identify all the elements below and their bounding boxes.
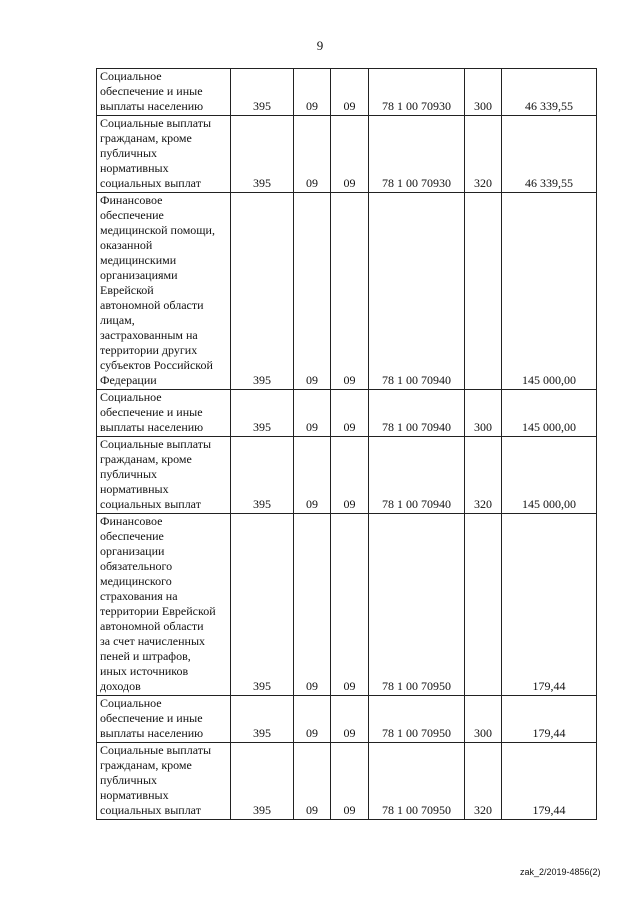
item-name-cell <box>97 116 231 193</box>
item-name-line: пеней и штрафов, <box>100 649 191 663</box>
ministry-code-cell: 395 <box>231 390 294 437</box>
item-name-cell <box>97 437 231 514</box>
section-code-cell: 09 <box>294 116 331 193</box>
budget-table <box>96 68 597 820</box>
item-name-line: медицинскими <box>100 253 177 267</box>
target-article-cell: 78 1 00 70950 <box>369 743 465 820</box>
table-row <box>97 69 597 116</box>
expense-type-cell: 300 <box>465 696 502 743</box>
item-name-line: лицам, <box>100 313 135 327</box>
subsection-code-cell: 09 <box>331 69 369 116</box>
ministry-code-cell: 395 <box>231 69 294 116</box>
item-name-line: территории Еврейской <box>100 604 216 618</box>
item-name-line: публичных <box>100 773 157 787</box>
item-name-line: обеспечение <box>100 529 164 543</box>
section-code-cell: 09 <box>294 696 331 743</box>
section-code-cell: 09 <box>294 193 331 390</box>
item-name-line: гражданам, кроме <box>100 131 192 145</box>
item-name-line: страхования на <box>100 589 178 603</box>
target-article-cell: 78 1 00 70940 <box>369 193 465 390</box>
expense-type-cell: 300 <box>465 69 502 116</box>
expense-type-cell: 320 <box>465 116 502 193</box>
item-name-line: публичных <box>100 146 157 160</box>
ministry-code-cell: 395 <box>231 437 294 514</box>
target-article-cell: 78 1 00 70940 <box>369 437 465 514</box>
item-name-line: Социальные выплаты <box>100 116 212 130</box>
item-name-line: организациями <box>100 268 178 282</box>
item-name-line: Финансовое <box>100 514 163 528</box>
page-number: 9 <box>316 38 324 53</box>
item-name-line: выплаты населению <box>100 99 204 113</box>
item-name-line: Социальное <box>100 390 162 404</box>
table-row <box>97 437 597 514</box>
item-name-line: гражданам, кроме <box>100 758 192 772</box>
target-article-cell: 78 1 00 70930 <box>369 69 465 116</box>
item-name-line: за счет начисленных <box>100 634 206 648</box>
item-name-line: обеспечение и иные <box>100 711 203 725</box>
amount-cell: 179,44 <box>502 743 597 820</box>
item-name-line: социальных выплат <box>100 803 201 817</box>
item-name-line: нормативных <box>100 482 169 496</box>
item-name-line: субъектов Российской <box>100 358 213 372</box>
item-name-line: выплаты населению <box>100 726 204 740</box>
item-name-line: Еврейской <box>100 283 154 297</box>
amount-cell: 145 000,00 <box>502 390 597 437</box>
section-code-cell: 09 <box>294 514 331 696</box>
item-name-line: нормативных <box>100 788 169 802</box>
item-name-line: иных источников <box>100 664 189 678</box>
expense-type-cell <box>465 193 502 390</box>
item-name-line: автономной области <box>100 619 204 633</box>
subsection-code-cell: 09 <box>331 116 369 193</box>
item-name-line: обеспечение и иные <box>100 405 203 419</box>
item-name-line: Социальные выплаты <box>100 437 212 451</box>
table-row <box>97 514 597 696</box>
item-name-line: медицинского <box>100 574 172 588</box>
item-name-line: автономной области <box>100 298 204 312</box>
item-name-line: социальных выплат <box>100 176 201 190</box>
target-article-cell: 78 1 00 70930 <box>369 116 465 193</box>
item-name-line: обеспечение и иные <box>100 84 203 98</box>
section-code-cell: 09 <box>294 390 331 437</box>
amount-cell: 46 339,55 <box>502 116 597 193</box>
item-name-cell <box>97 69 231 116</box>
item-name-line: публичных <box>100 467 157 481</box>
ministry-code-cell: 395 <box>231 696 294 743</box>
item-name-line: Федерации <box>100 373 157 387</box>
amount-cell: 179,44 <box>502 696 597 743</box>
item-name-line: обеспечение <box>100 208 164 222</box>
ministry-code-cell: 395 <box>231 116 294 193</box>
target-article-cell: 78 1 00 70950 <box>369 696 465 743</box>
item-name-line: организации <box>100 544 165 558</box>
item-name-line: Социальные выплаты <box>100 743 212 757</box>
item-name-line: обязательного <box>100 559 173 573</box>
item-name-cell <box>97 514 231 696</box>
subsection-code-cell: 09 <box>331 743 369 820</box>
expense-type-cell: 300 <box>465 390 502 437</box>
subsection-code-cell: 09 <box>331 390 369 437</box>
item-name-line: гражданам, кроме <box>100 452 192 466</box>
target-article-cell: 78 1 00 70940 <box>369 390 465 437</box>
amount-cell: 46 339,55 <box>502 69 597 116</box>
section-code-cell: 09 <box>294 437 331 514</box>
item-name-cell <box>97 193 231 390</box>
expense-type-cell: 320 <box>465 743 502 820</box>
item-name-line: территории других <box>100 343 198 357</box>
document-code: zak_2/2019-4856(2) <box>520 867 601 877</box>
amount-cell: 145 000,00 <box>502 437 597 514</box>
subsection-code-cell: 09 <box>331 514 369 696</box>
table-row <box>97 390 597 437</box>
ministry-code-cell: 395 <box>231 193 294 390</box>
amount-cell: 145 000,00 <box>502 193 597 390</box>
ministry-code-cell: 395 <box>231 514 294 696</box>
table-row <box>97 116 597 193</box>
item-name-line: нормативных <box>100 161 169 175</box>
item-name-line: оказанной <box>100 238 153 252</box>
item-name-line: медицинской помощи, <box>100 223 215 237</box>
amount-cell: 179,44 <box>502 514 597 696</box>
item-name-line: застрахованным на <box>100 328 198 342</box>
table-row <box>97 743 597 820</box>
subsection-code-cell: 09 <box>331 696 369 743</box>
item-name-line: Социальное <box>100 696 162 710</box>
ministry-code-cell: 395 <box>231 743 294 820</box>
item-name-cell <box>97 390 231 437</box>
item-name-cell <box>97 743 231 820</box>
target-article-cell: 78 1 00 70950 <box>369 514 465 696</box>
item-name-line: Социальное <box>100 69 162 83</box>
item-name-line: социальных выплат <box>100 497 201 511</box>
table-row <box>97 696 597 743</box>
section-code-cell: 09 <box>294 743 331 820</box>
table-row <box>97 193 597 390</box>
item-name-line: доходов <box>100 679 141 693</box>
section-code-cell: 09 <box>294 69 331 116</box>
subsection-code-cell: 09 <box>331 193 369 390</box>
item-name-line: выплаты населению <box>100 420 204 434</box>
item-name-cell <box>97 696 231 743</box>
table-body <box>97 69 597 820</box>
expense-type-cell <box>465 514 502 696</box>
item-name-line: Финансовое <box>100 193 163 207</box>
expense-type-cell: 320 <box>465 437 502 514</box>
subsection-code-cell: 09 <box>331 437 369 514</box>
